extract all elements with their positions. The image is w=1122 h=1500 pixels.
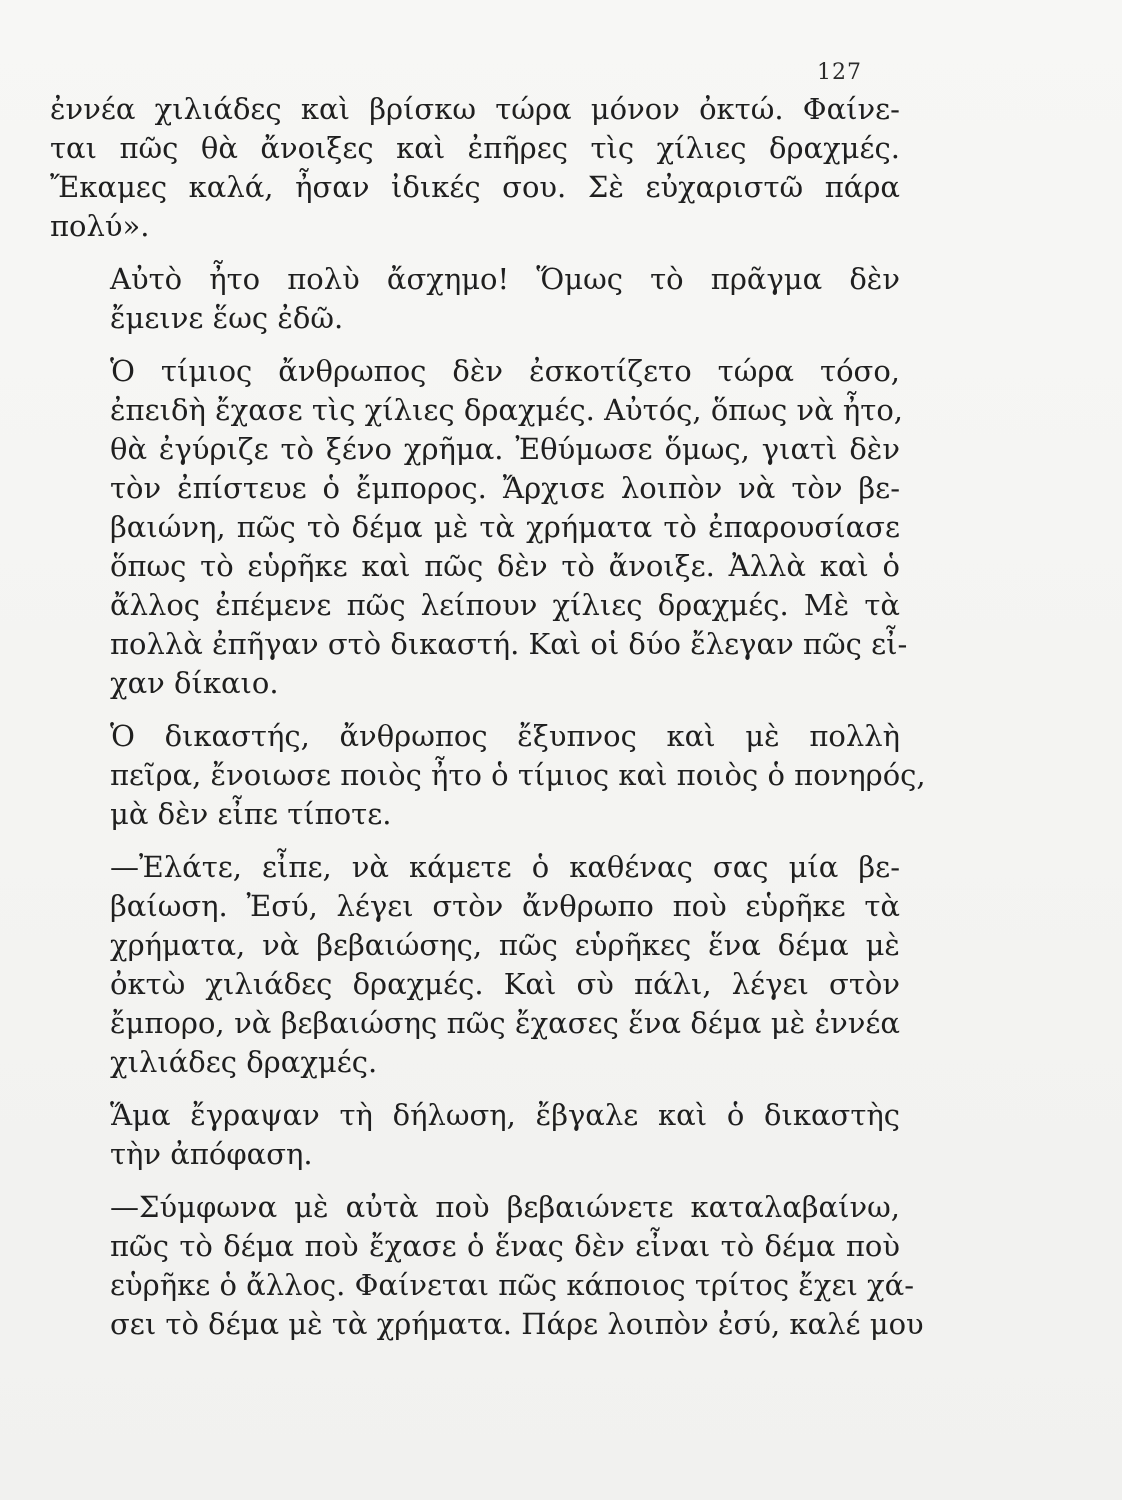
- text-line: πολλὰ ἐπῆγαν στὸ δικαστή. Καὶ οἱ δύο ἔλεγαν πῶς εἶ-: [110, 627, 908, 661]
- text-line: σει τὸ δέμα μὲ τὰ χρήματα. Πάρε λοιπὸν ἐσύ, καλέ μου: [110, 1307, 924, 1341]
- text-line: μὰ δὲν εἶπε τίποτε.: [110, 797, 392, 831]
- text-line: πεῖρα, ἔνοιωσε ποιὸς ἦτο ὁ τίμιος καὶ ποιὸς ὁ πονηρός,: [110, 758, 926, 792]
- text-line: Ἅμα ἔγραψαν τὴ δήλωση, ἔβγαλε καὶ ὁ δικαστὴς: [110, 1098, 900, 1132]
- text-line: πῶς τὸ δέμα ποὺ ἔχασε ὁ ἕνας δὲν εἶναι τὸ δέμα ποὺ: [110, 1229, 900, 1263]
- text-line: ἐπειδὴ ἔχασε τὶς χίλιες δραχμές. Αὐτός, ὅπως νὰ ἦτο,: [110, 393, 903, 427]
- body-text: [50, 90, 926, 1344]
- paragraph-7: [50, 1188, 924, 1344]
- text-line: χαν δίκαιο.: [110, 666, 279, 700]
- text-line: Ἔκαμες καλά, ἦσαν ἰδικές σου. Σὲ εὐχαριστῶ πάρα: [50, 170, 900, 204]
- text-line: θὰ ἐγύριζε τὸ ξένο χρῆμα. Ἐθύμωσε ὅμως, γιατὶ δὲν: [110, 432, 900, 466]
- text-line: βαιώνη, πῶς τὸ δέμα μὲ τὰ χρήματα τὸ ἐπαρουσίασε: [110, 510, 900, 544]
- text-line: τὸν ἐπίστευε ὁ ἔμπορος. Ἄρχισε λοιπὸν νὰ τὸν βε-: [110, 471, 900, 505]
- text-line: χιλιάδες δραχμές.: [110, 1045, 378, 1079]
- text-line: Ὁ δικαστής, ἄνθρωπος ἔξυπνος καὶ μὲ πολλὴ: [110, 719, 900, 753]
- text-line: ἔμπορο, νὰ βεβαιώσης πῶς ἔχασες ἕνα δέμα μὲ ἐννέα: [110, 1006, 900, 1040]
- paragraph-3: [50, 352, 908, 703]
- text-line: Ὁ τίμιος ἄνθρωπος δὲν ἐσκοτίζετο τώρα τόσο,: [110, 354, 900, 388]
- paragraph-1: [50, 90, 900, 246]
- page-number: 127: [817, 60, 862, 85]
- text-line: εὑρῆκε ὁ ἄλλος. Φαίνεται πῶς κάποιος τρίτος ἔχει χά-: [110, 1268, 915, 1302]
- text-line: ἔμεινε ἕως ἐδῶ.: [110, 301, 344, 335]
- text-line: βαίωση. Ἐσύ, λέγει στὸν ἄνθρωπο ποὺ εὑρῆκε τὰ: [110, 889, 900, 923]
- text-line: τὴν ἀπόφαση.: [110, 1137, 313, 1171]
- paragraph-2: [50, 260, 900, 338]
- paragraph-6: [50, 1096, 900, 1174]
- text-line: —Ἐλάτε, εἶπε, νὰ κάμετε ὁ καθένας σας μία βε-: [110, 850, 900, 884]
- text-line: ἄλλος ἐπέμενε πῶς λείπουν χίλιες δραχμές. Μὲ τὰ: [110, 588, 900, 622]
- text-line: —Σύμφωνα μὲ αὐτὰ ποὺ βεβαιώνετε καταλαβαίνω,: [110, 1190, 900, 1224]
- text-line: ἐννέα χιλιάδες καὶ βρίσκω τώρα μόνον ὀκτώ. Φαίνε-: [50, 92, 900, 126]
- text-line: Αὐτὸ ἦτο πολὺ ἄσχημο! Ὅμως τὸ πρᾶγμα δὲν: [110, 262, 900, 296]
- text-line: χρήματα, νὰ βεβαιώσης, πῶς εὑρῆκες ἕνα δέμα μὲ: [110, 928, 900, 962]
- text-line: ται πῶς θὰ ἄνοιξες καὶ ἐπῆρες τὶς χίλιες δραχμές.: [50, 131, 900, 165]
- text-line: πολύ».: [50, 209, 150, 243]
- paragraph-5: [50, 848, 900, 1082]
- text-line: ὅπως τὸ εὑρῆκε καὶ πῶς δὲν τὸ ἄνοιξε. Ἀλλὰ καὶ ὁ: [110, 549, 900, 583]
- text-line: ὀκτὼ χιλιάδες δραχμές. Καὶ σὺ πάλι, λέγει στὸν: [110, 967, 900, 1001]
- paragraph-4: [50, 717, 926, 834]
